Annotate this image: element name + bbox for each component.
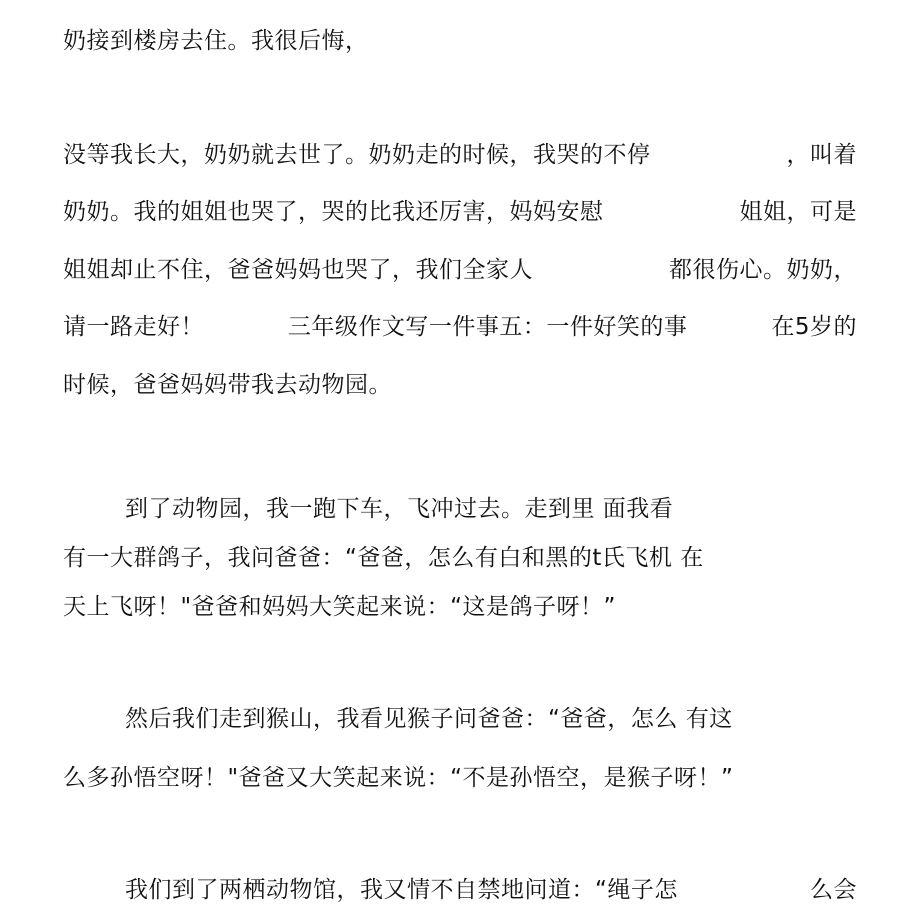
text-segment: 么会: [810, 877, 857, 903]
text-line: [63, 197, 857, 227]
text-line: [125, 494, 857, 524]
text-segment: 有一大群鸽子，我问爸爸：“爸爸，怎么有白和黑的t氏飞机 在: [63, 545, 704, 571]
text-segment: 在5岁的: [771, 314, 857, 340]
text-line: [63, 592, 857, 622]
text-segment: 三年级作文写一件事五：一件好笑的事: [287, 314, 688, 340]
text-line: [63, 763, 857, 793]
text-line: [125, 875, 857, 905]
text-line: [63, 255, 857, 285]
text-segment: 姐姐，可是: [739, 199, 857, 225]
text-line: [125, 704, 857, 734]
text-segment: 么多孙悟空呀！"爸爸又大笑起来说：“不是孙悟空，是猴子呀！”: [63, 765, 734, 791]
text-line: [63, 26, 857, 56]
text-segment: 请一路走好！: [63, 314, 204, 340]
text-segment: 到了动物园，我一跑下车，飞冲过去。走到里 面我看: [125, 496, 674, 522]
text-segment: 没等我长大，奶奶就去世了。奶奶走的时候，我哭的不停: [63, 142, 651, 168]
text-segment: 我们到了两栖动物馆，我又情不自禁地问道：“绳子怎: [125, 877, 678, 903]
text-segment: 都很伤心。奶奶，: [669, 257, 857, 283]
text-segment: 姐姐却止不住，爸爸妈妈也哭了，我们全家人: [63, 257, 533, 283]
text-segment: 时候，爸爸妈妈带我去动物园。: [63, 372, 392, 398]
text-segment: 天上飞呀！"爸爸和妈妈大笑起来说：“这是鸽子呀！”: [63, 594, 616, 620]
text-segment: ，叫着: [786, 142, 857, 168]
text-segment: 然后我们走到猴山，我看见猴子问爸爸：“爸爸，怎么 有这: [125, 706, 733, 732]
text-segment: 奶奶。我的姐姐也哭了，哭的比我还厉害，妈妈安慰: [63, 199, 604, 225]
text-segment: 奶接到楼房去住。我很后悔，: [63, 28, 369, 54]
text-line: [63, 140, 857, 170]
text-line: [63, 543, 857, 573]
text-line: [63, 312, 857, 342]
text-line: [63, 370, 857, 400]
